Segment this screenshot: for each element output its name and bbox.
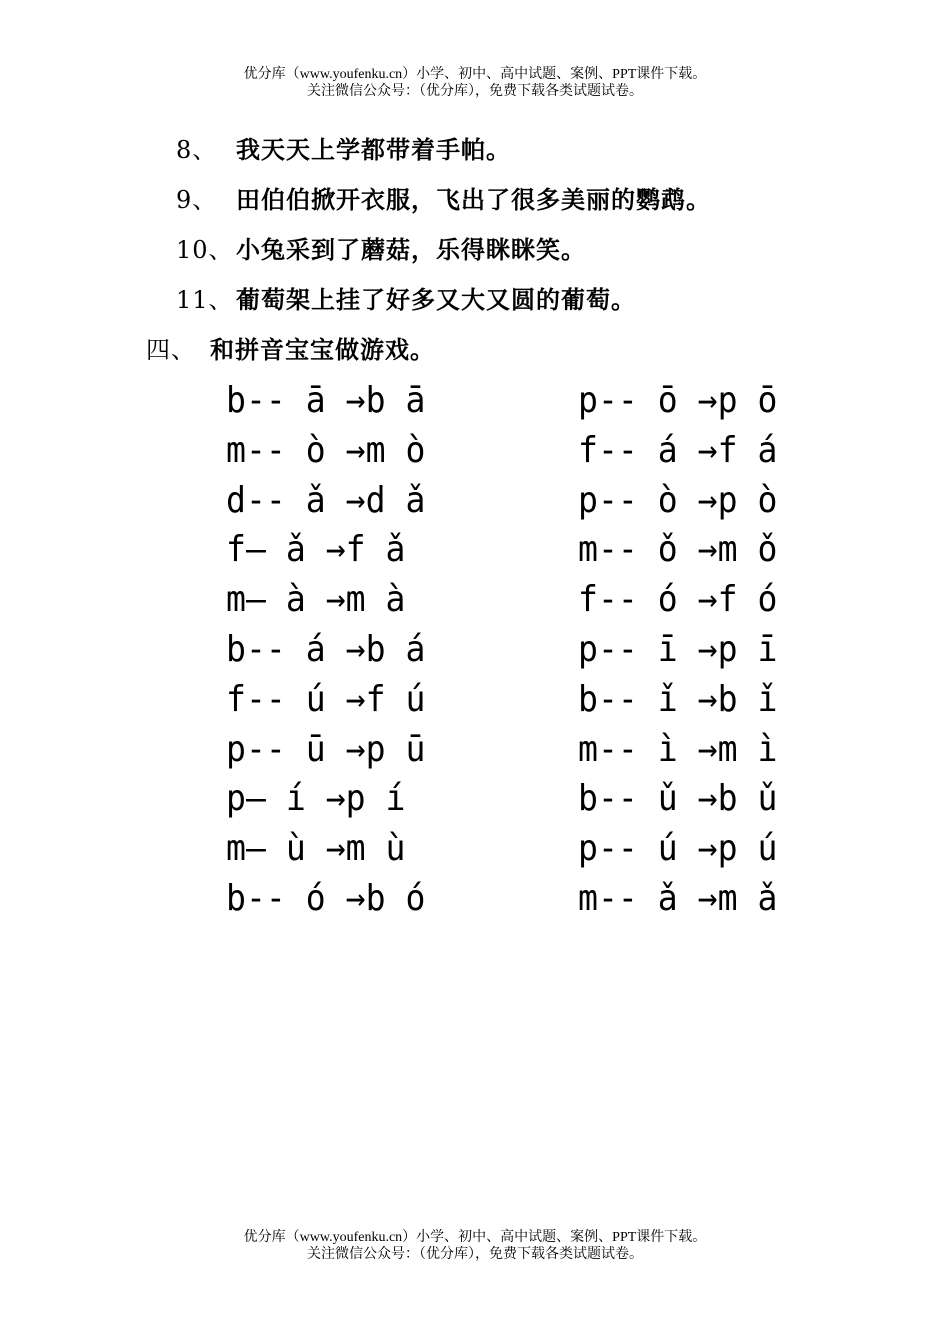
pinyin-row: b-- ā →b ā: [226, 380, 426, 421]
pinyin-row: b-- ǔ →b ǔ: [578, 778, 778, 820]
pinyin-row: b-- ó →b ó: [226, 877, 426, 919]
pinyin-row: f-- ó →f ó: [578, 579, 778, 621]
sentence-item: [176, 282, 711, 332]
pinyin-row: f-- á →f á: [578, 429, 778, 471]
pinyin-row: b-- ǐ →b ǐ: [578, 678, 778, 720]
pinyin-row: m-- ǒ →m ǒ: [578, 529, 778, 571]
pinyin-column-right: [578, 378, 795, 926]
pinyin-row: p-- ū →p ū: [226, 728, 426, 770]
pinyin-row: b-- á →b á: [226, 628, 426, 670]
sentence-item: [176, 182, 711, 232]
sentence-number: 9、: [176, 186, 218, 214]
sentence-text: 田伯伯掀开衣服，飞出了很多美丽的鹦鹉。: [236, 185, 711, 214]
sentence-list: [176, 132, 711, 332]
pinyin-row: m-- ǎ →m ǎ: [578, 877, 778, 919]
pinyin-row: m— à →m à: [226, 579, 406, 621]
pinyin-row: m-- ò →m ò: [226, 429, 426, 471]
sentence-text: 小兔采到了蘑菇，乐得眯眯笑。: [236, 235, 586, 264]
section-heading: [146, 332, 435, 368]
pinyin-row: f— ǎ →f ǎ: [226, 529, 406, 571]
section-title-text: 和拼音宝宝做游戏。: [210, 335, 435, 364]
pinyin-row: p-- ō →p ō: [578, 380, 778, 421]
pinyin-row: m— ù →m ù: [226, 828, 406, 870]
header-line-2: 关注微信公众号：（优分库），免费下载各类试题试卷。: [307, 84, 643, 99]
footer-line-2: 关注微信公众号：（优分库），免费下载各类试题试卷。: [307, 1247, 643, 1262]
pinyin-row: p-- ī →p ī: [578, 628, 778, 670]
page-header: [0, 66, 950, 100]
sentence-text: 葡萄架上挂了好多又大又圆的葡萄。: [236, 285, 636, 314]
sentence-number: 11、: [176, 286, 234, 314]
sentence-item: [176, 132, 711, 182]
section-number: 四、: [146, 336, 196, 364]
pinyin-row: d-- ǎ →d ǎ: [226, 479, 426, 521]
sentence-text: 我天天上学都带着手帕。: [236, 135, 511, 164]
footer-line-1: 优分库（www.youfenku.cn）小学、初中、高中试题、案例、PPT课件下载。: [243, 1230, 707, 1245]
sentence-item: [176, 232, 711, 282]
page-footer: [0, 1229, 950, 1263]
pinyin-row: p-- ò →p ò: [578, 479, 778, 521]
sentence-number: 10、: [176, 236, 234, 264]
pinyin-row: p— í →p í: [226, 778, 406, 820]
sentence-number: 8、: [176, 136, 218, 164]
pinyin-row: f-- ú →f ú: [226, 678, 426, 720]
pinyin-column-left: [226, 378, 443, 926]
pinyin-row: m-- ì →m ì: [578, 728, 778, 770]
header-line-1: 优分库（www.youfenku.cn）小学、初中、高中试题、案例、PPT课件下载。: [243, 67, 707, 82]
pinyin-row: p-- ú →p ú: [578, 828, 778, 870]
